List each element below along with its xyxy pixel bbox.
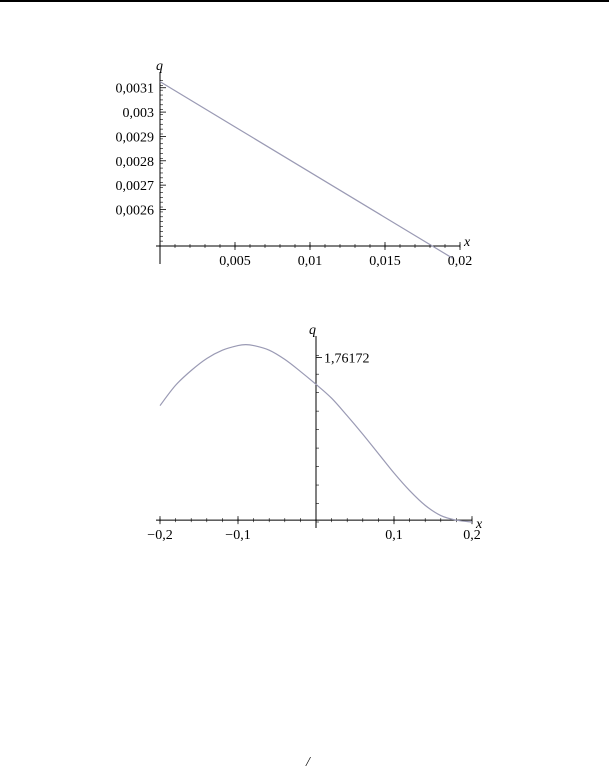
y-tick-label: 1,76172 [324,351,370,367]
y-axis-label: q [309,323,316,338]
y-tick-label: 0,0028 [115,154,154,170]
page-mark: / [306,755,310,770]
chart-1 [116,59,473,269]
x-tick-label: 0,005 [219,254,251,269]
y-axis-label: q [156,59,163,74]
x-axis-label: x [476,517,483,532]
x-tick-label: 0,01 [297,254,323,269]
x-tick-label: 0,02 [447,254,473,269]
y-tick-label: 0,0031 [115,81,154,97]
x-tick-label: 0,2 [463,528,481,544]
x-tick-label: 0,015 [369,254,401,269]
chart-2 [147,323,483,543]
x-tick-label: 0,1 [385,528,403,544]
series-line [160,82,453,259]
y-tick-label: 0,0027 [115,179,154,195]
x-tick-label: −0,2 [147,528,173,544]
x-tick-label: −0,1 [225,528,251,544]
x-axis-label: x [464,235,471,250]
y-tick-label: 0,0029 [115,130,154,146]
y-tick-label: 0,003 [122,106,154,122]
y-tick-label: 0,0026 [115,203,154,219]
